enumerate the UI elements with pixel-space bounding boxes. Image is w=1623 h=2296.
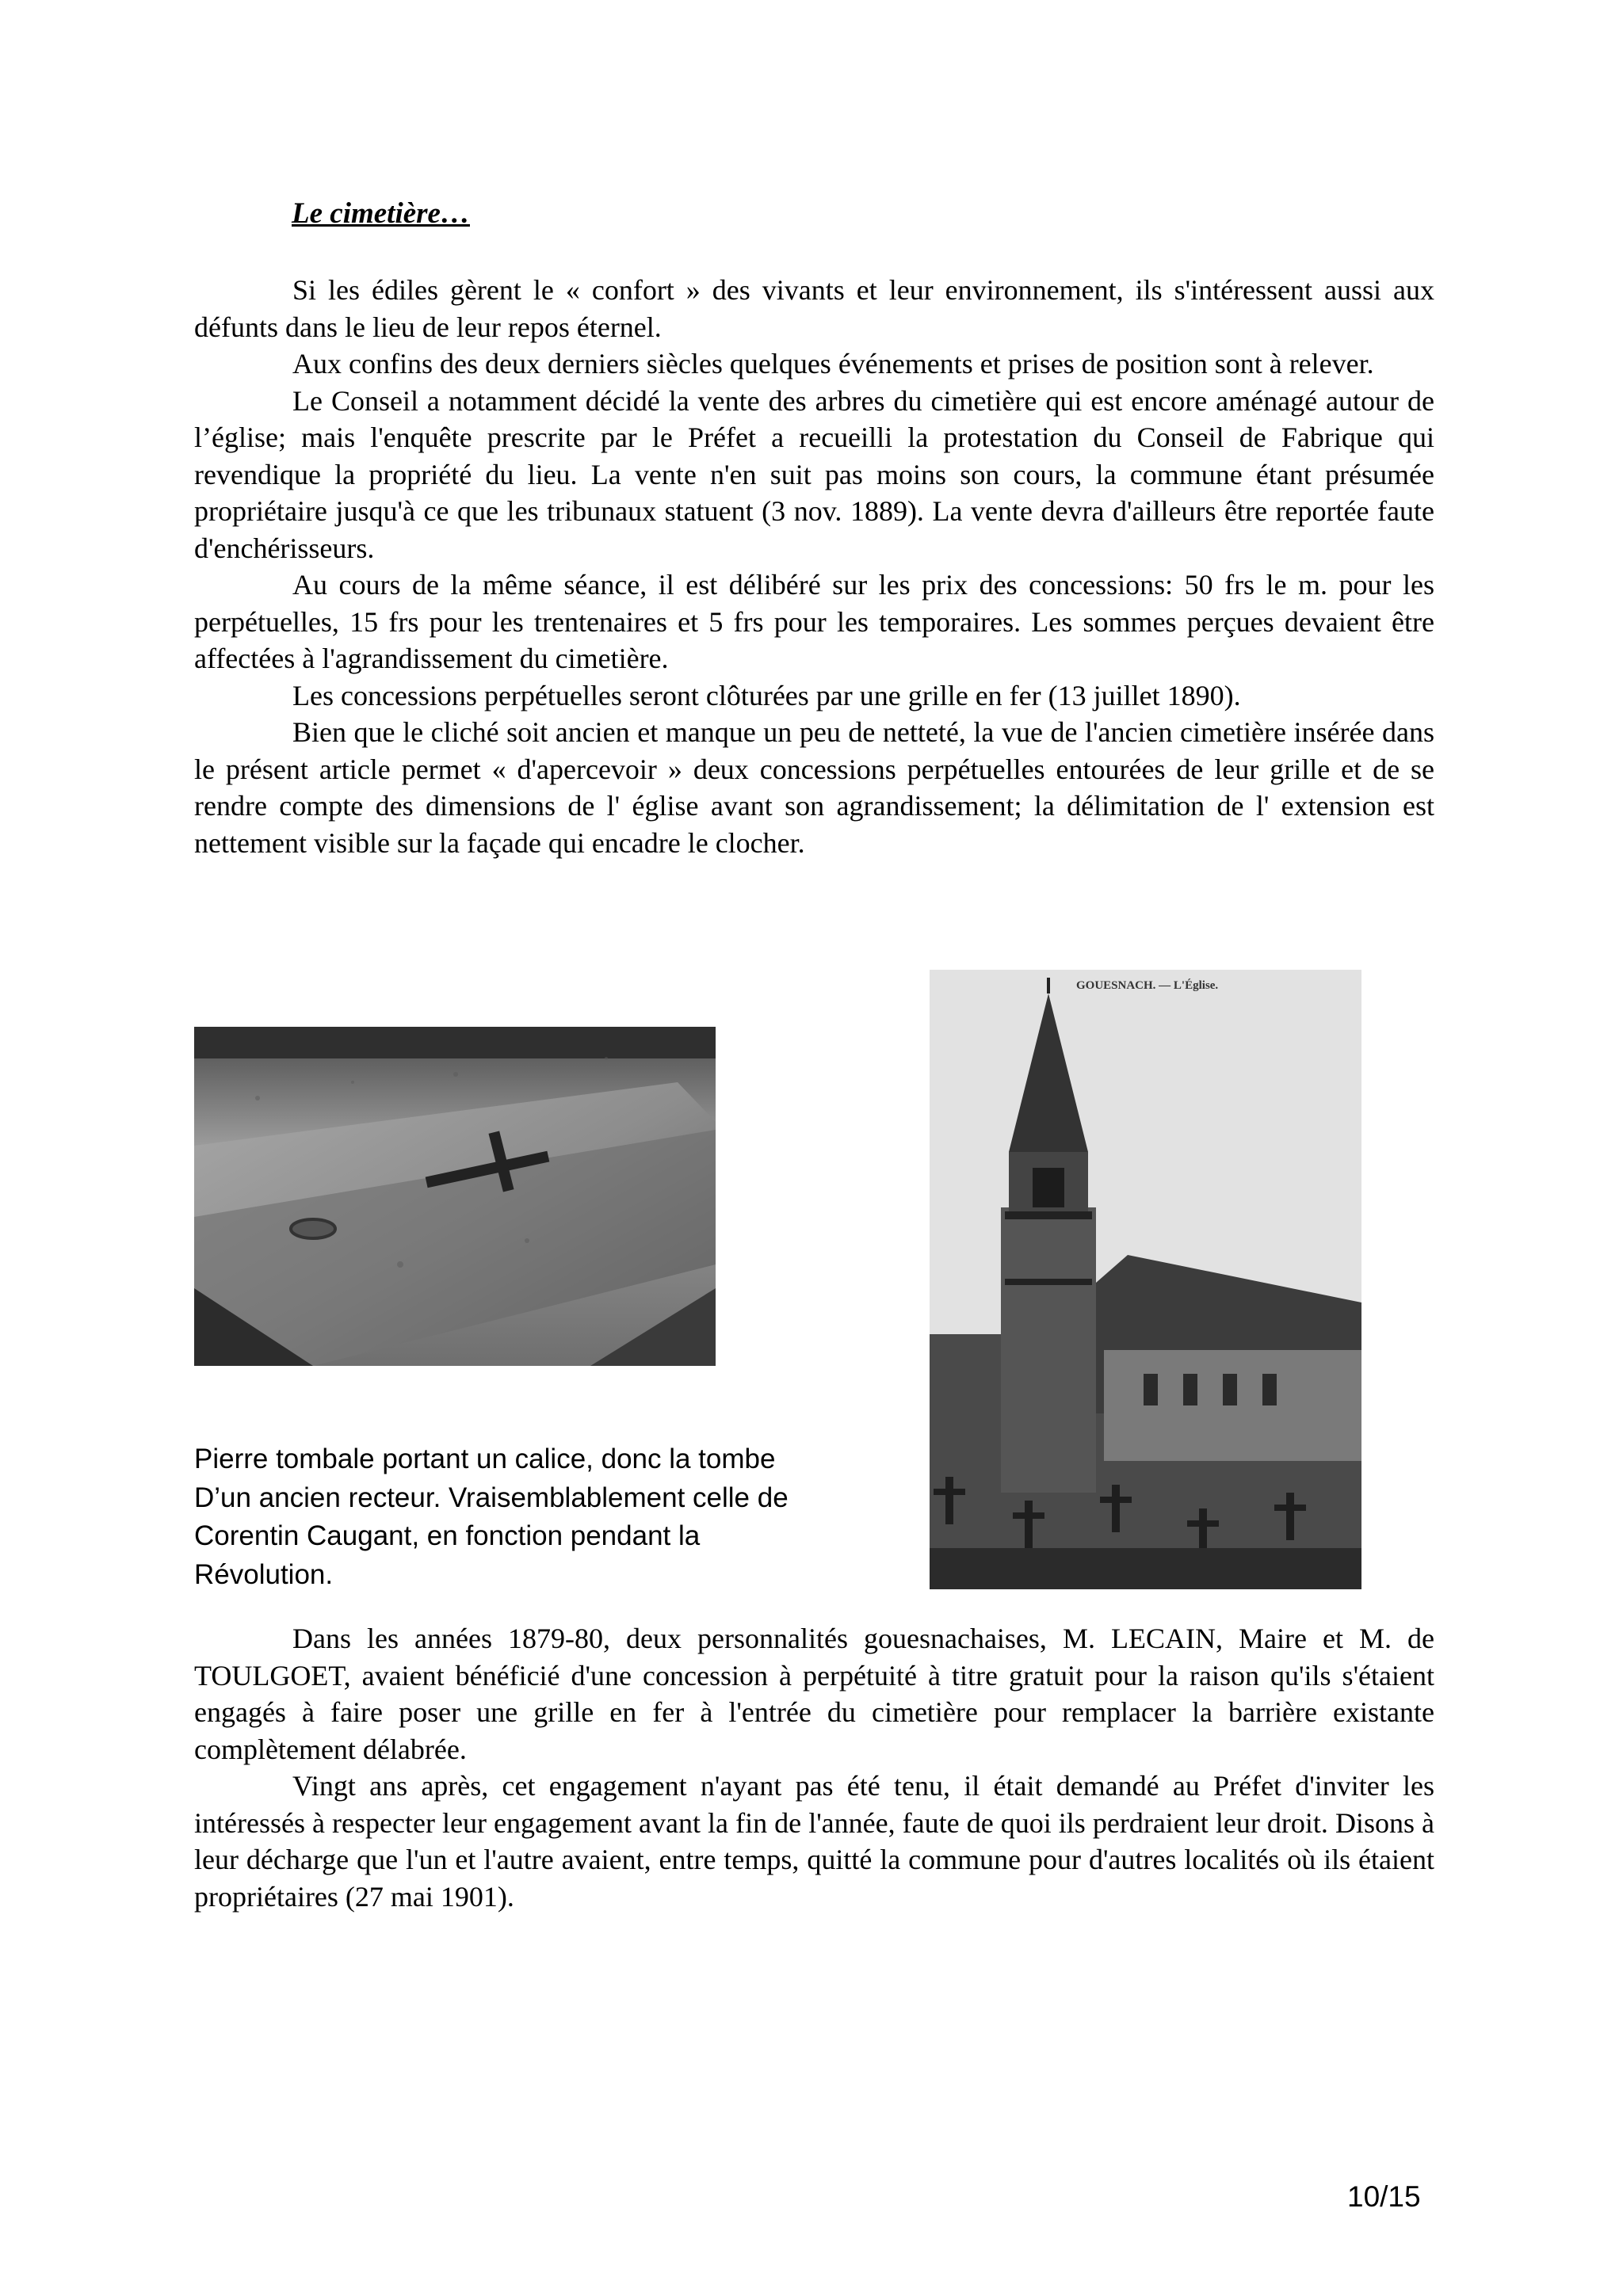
caption-line: Pierre tombale portant un calice, donc la tombe [194, 1444, 776, 1474]
paragraph: Au cours de la même séance, il est délibéré sur les prix des concessions: 50 frs le m. pour les perpétuelles, 15 frs pour les trentenaires et 5 frs pour les temporaires. Les sommes perçues devaient être affectées à l'agrandissement du cimetière. [194, 569, 1434, 674]
paragraph: Les concessions perpétuelles seront clôturées par une grille en fer (13 juillet 1890). [292, 679, 1241, 711]
church-photo [930, 970, 1361, 1589]
paragraph: Dans les années 1879-80, deux personnalités gouesnachaises, M. LECAIN, Maire et M. de TOULGOET, avaient bénéficié d'une concession à perpétuité à titre gratuit pour la raison qu'ils s'étaient engagés à faire poser une grille en fer à l'entrée du cimetière pour remplacer la barrière existante complètement délabrée. [194, 1623, 1434, 1765]
caption-line: Corentin Caugant, en fonction pendant la [194, 1520, 701, 1551]
paragraph: Vingt ans après, cet engagement n'ayant pas été tenu, il était demandé au Préfet d'inviter les intéressés à respecter leur engagement avant la fin de l'année, faute de quoi ils perdraient leur droit. Disons à leur décharge que l'un et l'autre avaient, entre temps, quitté la commune pour d'autres localités où ils étaient propriétaires (27 mai 1901). [194, 1770, 1434, 1913]
text-block-concessions [194, 1620, 1434, 1915]
page-number: 10/15 [1347, 2180, 1421, 2213]
photo-caption [194, 1440, 852, 1594]
paragraph: Bien que le cliché soit ancien et manque un peu de netteté, la vue de l'ancien cimetière insérée dans le présent article permet « d'apercevoir » deux concessions perpétuelles entourées de leur grille et de se rendre compte des dimensions de l' église avant son agrandissement; la délimitation de l' extension est nettement visible sur la façade qui encadre le clocher. [194, 716, 1434, 859]
section-title: Le cimetière… [292, 197, 470, 230]
caption-line: D’un ancien recteur. Vraisemblablement celle de [194, 1482, 789, 1513]
paragraph: Aux confins des deux derniers siècles quelques événements et prises de position sont à relever. [292, 348, 1374, 379]
tombstone-photo [194, 1027, 716, 1366]
paragraph: Le Conseil a notamment décidé la vente des arbres du cimetière qui est encore aménagé autour de l’église; mais l'enquête prescrite par le Préfet a recueilli la protestation du Conseil de Fabrique qui revendique la propriété du lieu. La vente n'en suit pas moins son cours, la commune étant présumée propriétaire jusqu'à ce que les tribunaux statuent (3 nov. 1889). La vente devra d'ailleurs être reportée faute d'enchérisseurs. [194, 384, 1434, 564]
caption-line: Révolution. [194, 1558, 334, 1590]
text-block-intro [194, 272, 1434, 861]
paragraph: Si les édiles gèrent le « confort » des vivants et leur environnement, ils s'intéressent aussi aux défunts dans le lieu de leur repos éternel. [194, 274, 1434, 343]
church-photo-label: GOUESNACH. — L'Église. [1076, 979, 1219, 992]
